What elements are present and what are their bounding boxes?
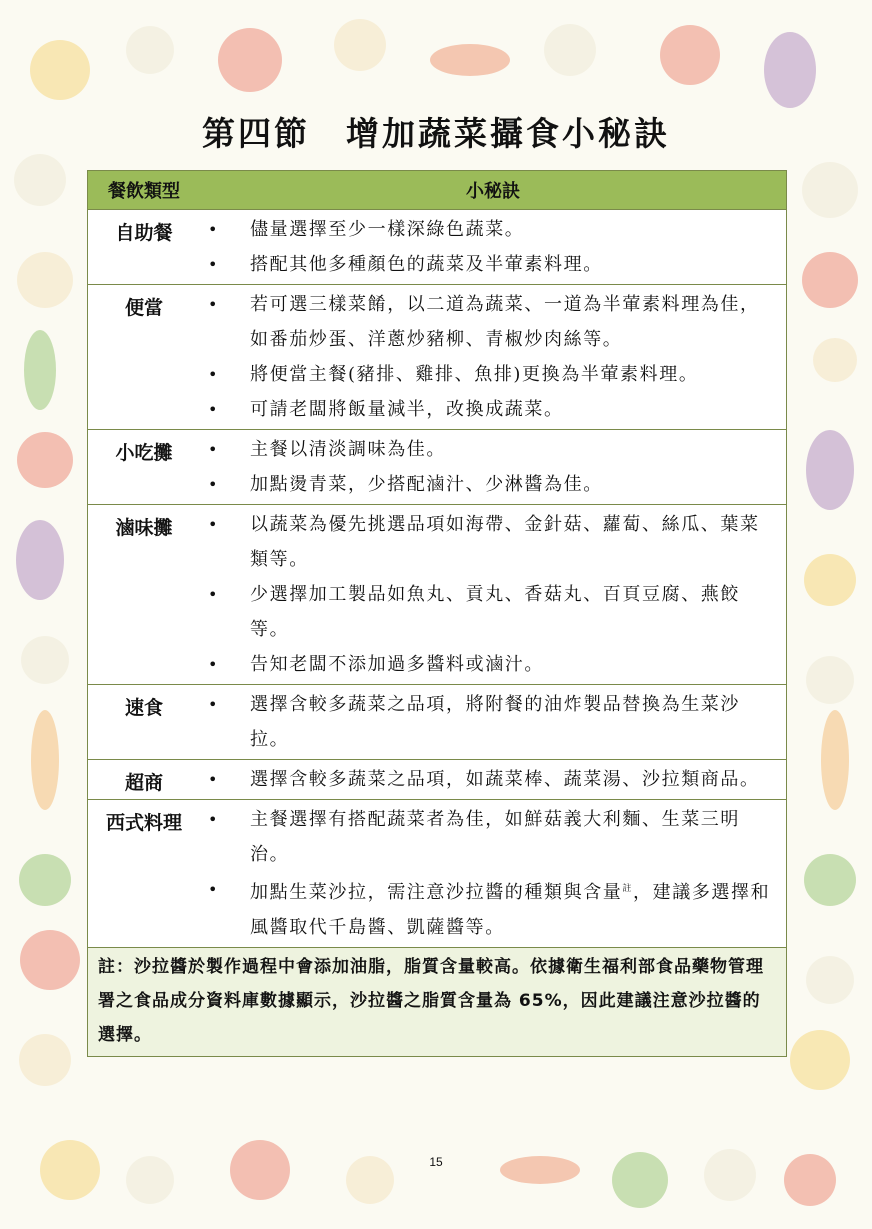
bullet-icon: • <box>208 475 220 494</box>
tip-item <box>200 247 786 282</box>
bullet-icon: • <box>208 810 220 829</box>
table-header <box>88 171 786 209</box>
tip-item <box>200 872 786 945</box>
tip-item <box>200 507 786 577</box>
tips-list <box>200 505 786 684</box>
table-row <box>88 684 786 759</box>
bullet-icon: • <box>208 365 220 384</box>
category-cell: 便當 <box>124 297 163 319</box>
tip-item <box>200 392 786 427</box>
tip-text: 若可選三樣菜餚，以二道為蔬菜、一道為半葷素料理為佳，如番茄炒蛋、洋蔥炒豬柳、青椒炒肉絲等。 <box>250 294 760 350</box>
tip-item <box>200 287 786 357</box>
bullet-icon: • <box>208 295 220 314</box>
category-cell: 小吃攤 <box>115 442 173 464</box>
tip-item <box>200 467 786 502</box>
page-number: 15 <box>429 1155 443 1169</box>
category-cell: 超商 <box>124 772 163 794</box>
tip-text: 主餐選擇有搭配蔬菜者為佳，如鮮菇義大利麵、生菜三明治。 <box>250 809 740 865</box>
tip-text: 少選擇加工製品如魚丸、貢丸、香菇丸、百頁豆腐、燕餃等。 <box>250 584 740 640</box>
bullet-icon: • <box>208 880 220 899</box>
tips-list <box>200 285 786 429</box>
tip-text: 以蔬菜為優先挑選品項如海帶、金針菇、蘿蔔、絲瓜、葉菜類等。 <box>250 514 760 570</box>
table-body <box>88 209 786 947</box>
header-category: 餐飲類型 <box>108 181 180 202</box>
tip-item <box>200 687 786 757</box>
category-cell: 自助餐 <box>115 222 173 244</box>
tip-text: 主餐以清淡調味為佳。 <box>250 439 446 460</box>
tip-text: 告知老闆不添加過多醬料或滷汁。 <box>250 654 544 675</box>
tip-text: 加點燙青菜，少搭配滷汁、少淋醬為佳。 <box>250 474 603 495</box>
tip-item <box>200 802 786 872</box>
table-row <box>88 209 786 284</box>
tips-list <box>200 800 786 947</box>
tip-text: 加點生菜沙拉，需注意沙拉醬的種類與含量 <box>250 882 623 903</box>
tip-text: 可請老闆將飯量減半，改換成蔬菜。 <box>250 399 564 420</box>
tips-list <box>200 430 786 504</box>
table-row <box>88 759 786 799</box>
category-cell: 滷味攤 <box>115 517 173 539</box>
table-row <box>88 284 786 429</box>
tip-text: 選擇含較多蔬菜之品項，將附餐的油炸製品替換為生菜沙拉。 <box>250 694 740 750</box>
tips-table <box>87 170 787 1057</box>
tips-list <box>200 685 786 759</box>
bullet-icon: • <box>208 440 220 459</box>
tip-text: 將便當主餐(豬排、雞排、魚排)更換為半葷素料理。 <box>250 364 699 385</box>
header-tips: 小秘訣 <box>466 181 520 202</box>
tip-text: 搭配其他多種顏色的蔬菜及半葷素料理。 <box>250 254 603 275</box>
footnote: 註：沙拉醬於製作過程中會添加油脂，脂質含量較高。依據衛生福利部食品藥物管理署之食品成分資料庫數據顯示，沙拉醬之脂質含量為 65%，因此建議注意沙拉醬的選擇。 <box>88 947 786 1056</box>
category-cell: 速食 <box>124 697 163 719</box>
bullet-icon: • <box>208 585 220 604</box>
tips-list <box>200 210 786 284</box>
bullet-icon: • <box>208 695 220 714</box>
table-row <box>88 799 786 947</box>
bullet-icon: • <box>208 655 220 674</box>
bullet-icon: • <box>208 220 220 239</box>
bullet-icon: • <box>208 255 220 274</box>
page-title: 第四節 增加蔬菜攝食小秘訣 <box>202 114 670 153</box>
tip-text: ，建議多選擇和風醬取代千島醬、凱薩醬等。 <box>250 882 771 938</box>
footnote-marker: 註 <box>622 884 634 894</box>
table-row <box>88 429 786 504</box>
tip-text: 選擇含較多蔬菜之品項，如蔬菜棒、蔬菜湯、沙拉類商品。 <box>250 769 760 790</box>
tip-item <box>200 357 786 392</box>
bullet-icon: • <box>208 515 220 534</box>
tip-item <box>200 762 786 797</box>
bullet-icon: • <box>208 770 220 789</box>
tip-item <box>200 577 786 647</box>
tip-item <box>200 432 786 467</box>
tip-text: 儘量選擇至少一樣深綠色蔬菜。 <box>250 219 525 240</box>
table-row <box>88 504 786 684</box>
tip-item <box>200 647 786 682</box>
category-cell: 西式料理 <box>105 812 182 834</box>
tip-item <box>200 212 786 247</box>
tips-list <box>200 760 786 799</box>
bullet-icon: • <box>208 400 220 419</box>
